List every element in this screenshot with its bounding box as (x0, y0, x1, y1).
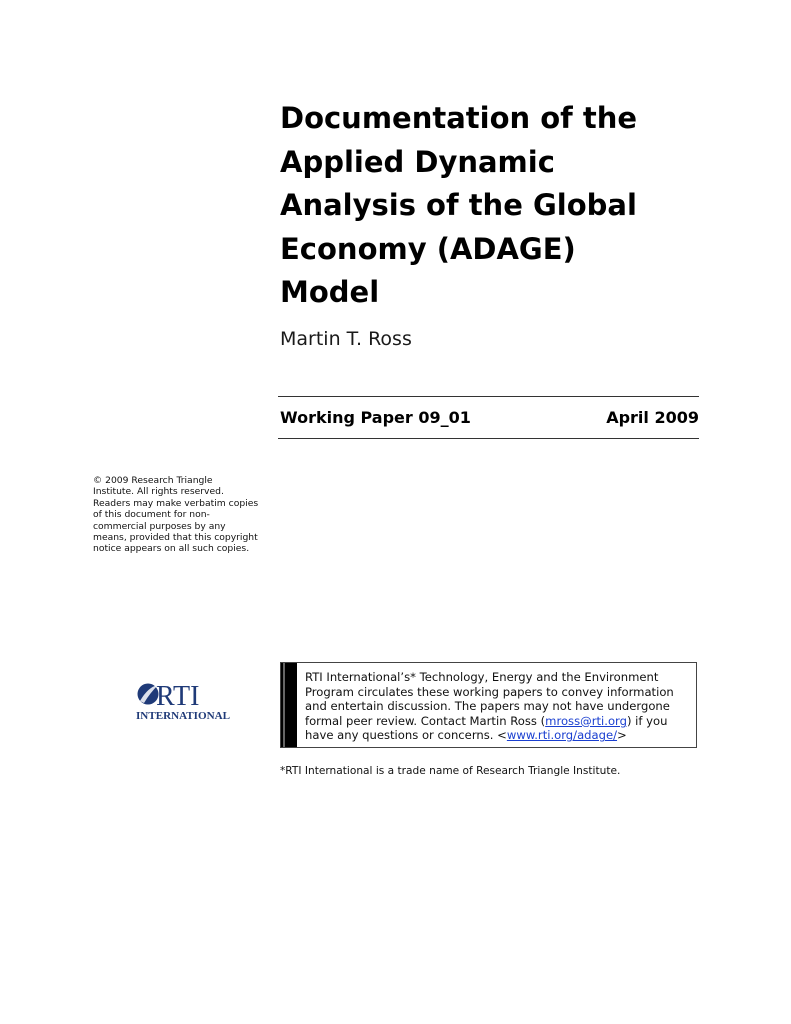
copyright-line: of this document for non- (93, 509, 210, 521)
notice-accent-bar (281, 663, 297, 747)
copyright-line: © 2009 Research Triangle (93, 475, 213, 486)
copyright-line: means, provided that this copyright (93, 532, 258, 544)
divider-bottom (278, 438, 699, 439)
website-link[interactable]: www.rti.org/adage/ (506, 728, 618, 743)
document-title (280, 97, 710, 315)
copyright-line: commercial purposes by any (93, 520, 226, 532)
notice-line: and entertain discussion. The papers may not have undergone (305, 699, 670, 714)
working-paper-number: Working Paper 09_01 (280, 408, 471, 427)
notice-line: RTI International’s* Technology, Energy and the Environment (305, 670, 659, 684)
copyright-notice (93, 475, 263, 555)
notice-line (305, 714, 695, 729)
title-line: Analysis of the Global (280, 188, 637, 223)
email-link[interactable]: mross@rti.org (545, 713, 627, 728)
title-line: Model (280, 275, 380, 310)
notice-line: Program circulates these working papers to convey information (305, 684, 674, 699)
divider-top (278, 396, 699, 397)
notice-text (305, 670, 695, 743)
copyright-line: Institute. All rights reserved. (93, 486, 224, 498)
copyright-line: notice appears on all such copies. (93, 543, 250, 555)
copyright-line: Readers may make verbatim copies (93, 497, 259, 509)
author-name: Martin T. Ross (280, 328, 412, 350)
title-line: Documentation of the (280, 101, 638, 135)
notice-text-segment: > (617, 728, 627, 743)
footnote: *RTI International is a trade name of Research Triangle Institute. (280, 765, 621, 777)
logo-wordmark: RTI (156, 681, 200, 712)
logo-subtitle: INTERNATIONAL (136, 711, 231, 722)
notice-box (280, 662, 697, 748)
title-line: Applied Dynamic (280, 144, 555, 179)
notice-line (305, 728, 695, 743)
publication-date: April 2009 (606, 408, 699, 427)
notice-text-segment: ) if you (626, 713, 668, 728)
notice-text-segment: formal peer review. Contact Martin Ross ( (305, 713, 546, 728)
rti-logo (136, 681, 236, 723)
rti-logo-graphic (136, 681, 236, 723)
notice-text-segment: have any questions or concerns. < (305, 728, 507, 743)
title-line: Economy (ADAGE) (280, 231, 576, 266)
